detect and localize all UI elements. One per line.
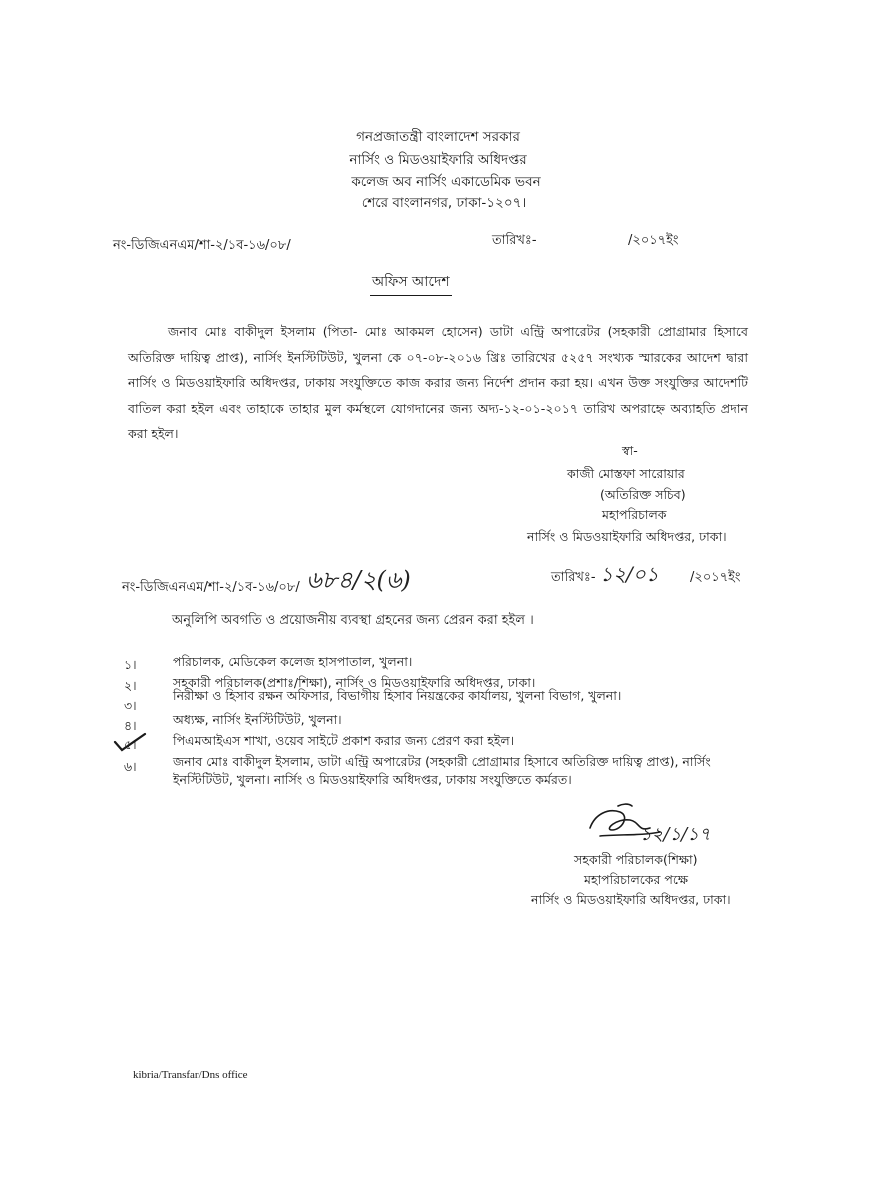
copy-intro: অনুলিপি অবগতি ও প্রয়োজনীয় ব্যবস্থা গ্রহনের জন্য প্রেরন করা হইল । [172, 613, 534, 628]
header-government: গনপ্রজাতন্ত্রী বাংলাদেশ সরকার [356, 129, 520, 145]
list-item-text: পরিচালক, মেডিকেল কলেজ হাসপাতাল, খুলনা। [173, 654, 413, 669]
copy-memo-number: নং-ডিজিএনএম/শা-২/১ব-১৬/০৮/ [122, 580, 300, 595]
list-item-number: ৩। [124, 698, 137, 713]
list-item-text: পিএমআইএস শাখা, ওয়েব সাইটে প্রকাশ করার জন্য প্রেরণ করা হইল। [173, 733, 515, 748]
signatory-name: কাজী মোস্তফা সারোয়ার [567, 466, 685, 481]
signatory2-designation: সহকারী পরিচালক(শিক্ষা) [574, 852, 698, 867]
office-order-title: অফিস আদেশ [370, 270, 452, 296]
memo-date-value: /২০১৭ইং [628, 233, 679, 248]
copy-memo-date-label: তারিখঃ- [551, 570, 596, 585]
copy-memo-date-handwritten: ১২/০১ [600, 562, 659, 586]
list-item-text: নিরীক্ষা ও হিসাব রক্ষন অফিসার, বিভাগীয় হিসাব নিয়ন্ত্রকের কার্যালয়, খুলনা বিভাগ, খুলনা। [173, 688, 622, 703]
list-item-number: ৪। [124, 718, 137, 733]
signatory-designation: মহাপরিচালক [602, 507, 667, 522]
list-item-number: ২। [124, 678, 137, 693]
list-item-number: ১। [124, 657, 137, 672]
list-item-text: সহকারী পরিচালক(প্রশাঃ/শিক্ষা), নার্সিং ও মিডওয়াইফারি অধিদপ্তর, ঢাকা। [173, 675, 536, 690]
list-item-number: ৬। [124, 759, 137, 774]
list-item-text-continued: ইনস্টিটিউট, খুলনা। নার্সিং ও মিডওয়াইফারি অধিদপ্তর, ঢাকায় সংযুক্তিতে কর্মরত। [173, 772, 572, 787]
list-item-number: ৫। [124, 737, 137, 752]
memo-number: নং-ডিজিএনএম/শা-২/১ব-১৬/০৮/ [113, 238, 291, 253]
header-address: শেরে বাংলানগর, ঢাকা-১২০৭। [361, 195, 527, 211]
header-building: কলেজ অব নার্সিং একাডেমিক ভবন [351, 174, 541, 190]
signatory2-office: নার্সিং ও মিডওয়াইফারি অধিদপ্তর, ঢাকা। [531, 892, 731, 907]
list-item-text: অধ্যক্ষ, নার্সিং ইনস্টিটিউট, খুলনা। [173, 712, 342, 727]
signed-mark: স্বা- [622, 443, 638, 458]
signatory-office: নার্সিং ও মিডওয়াইফারি অধিদপ্তর, ঢাকা। [527, 529, 727, 544]
copy-memo-number-handwritten: ৬৮৪/২(৬) [306, 566, 411, 594]
list-item-text: জনাব মোঃ বাকীদুল ইসলাম, ডাটা এন্ট্রি অপারেটর (সহকারী প্রোগ্রামার হিসাবে অতিরিক্ত দায়িত্ব প্রাপ্ত), নার্সিং [173, 754, 711, 769]
copy-memo-date-value: /২০১৭ইং [690, 570, 741, 585]
signatory2-on-behalf: মহাপরিচালকের পক্ষে [584, 872, 689, 887]
footer-file-path: kibria/Transfar/Dns office [133, 1069, 248, 1081]
tick-mark-icon [112, 730, 148, 754]
memo-date-label: তারিখঃ- [492, 233, 537, 248]
order-body [128, 319, 748, 447]
order-body-text: জনাব মোঃ বাকীদুল ইসলাম (পিতা- মোঃ আকমল হোসেন) ডাটা এন্ট্রি অপারেটর (সহকারী প্রোগ্রামার হিসাবে অতিরিক্ত দায়িত্ব প্রাপ্ত), নার্সিং ইনস্টিটিউট, খুলনা কে ০৭-০৮-২০১৬ খ্রিঃ তারিখের ৫২৫৭ সংখ্যক স্মারকের আদেশ দ্বারা নার্সিং ও মিডওয়াইফারি অধিদপ্তর, ঢাকায় সংযুক্তিতে কাজ করার জন্য নির্দেশ প্রদান করা হয়। এখন উক্ত সংযুক্তির আদেশটি বাতিল করা হইল এবং তাহাকে তাহার মুল কর্মস্থলে যোগদানের জন্য অদ্য-১২-০১-২০১৭ তারিখ অপরাহ্নে অব্যাহতি প্রদান করা হইল। [128, 324, 748, 441]
signature-date: ১২/১/১৭ [640, 824, 711, 845]
signatory-rank: (অতিরিক্ত সচিব) [600, 487, 686, 502]
header-directorate: নার্সিং ও মিডওয়াইফারি অধিদপ্তর [349, 152, 527, 168]
